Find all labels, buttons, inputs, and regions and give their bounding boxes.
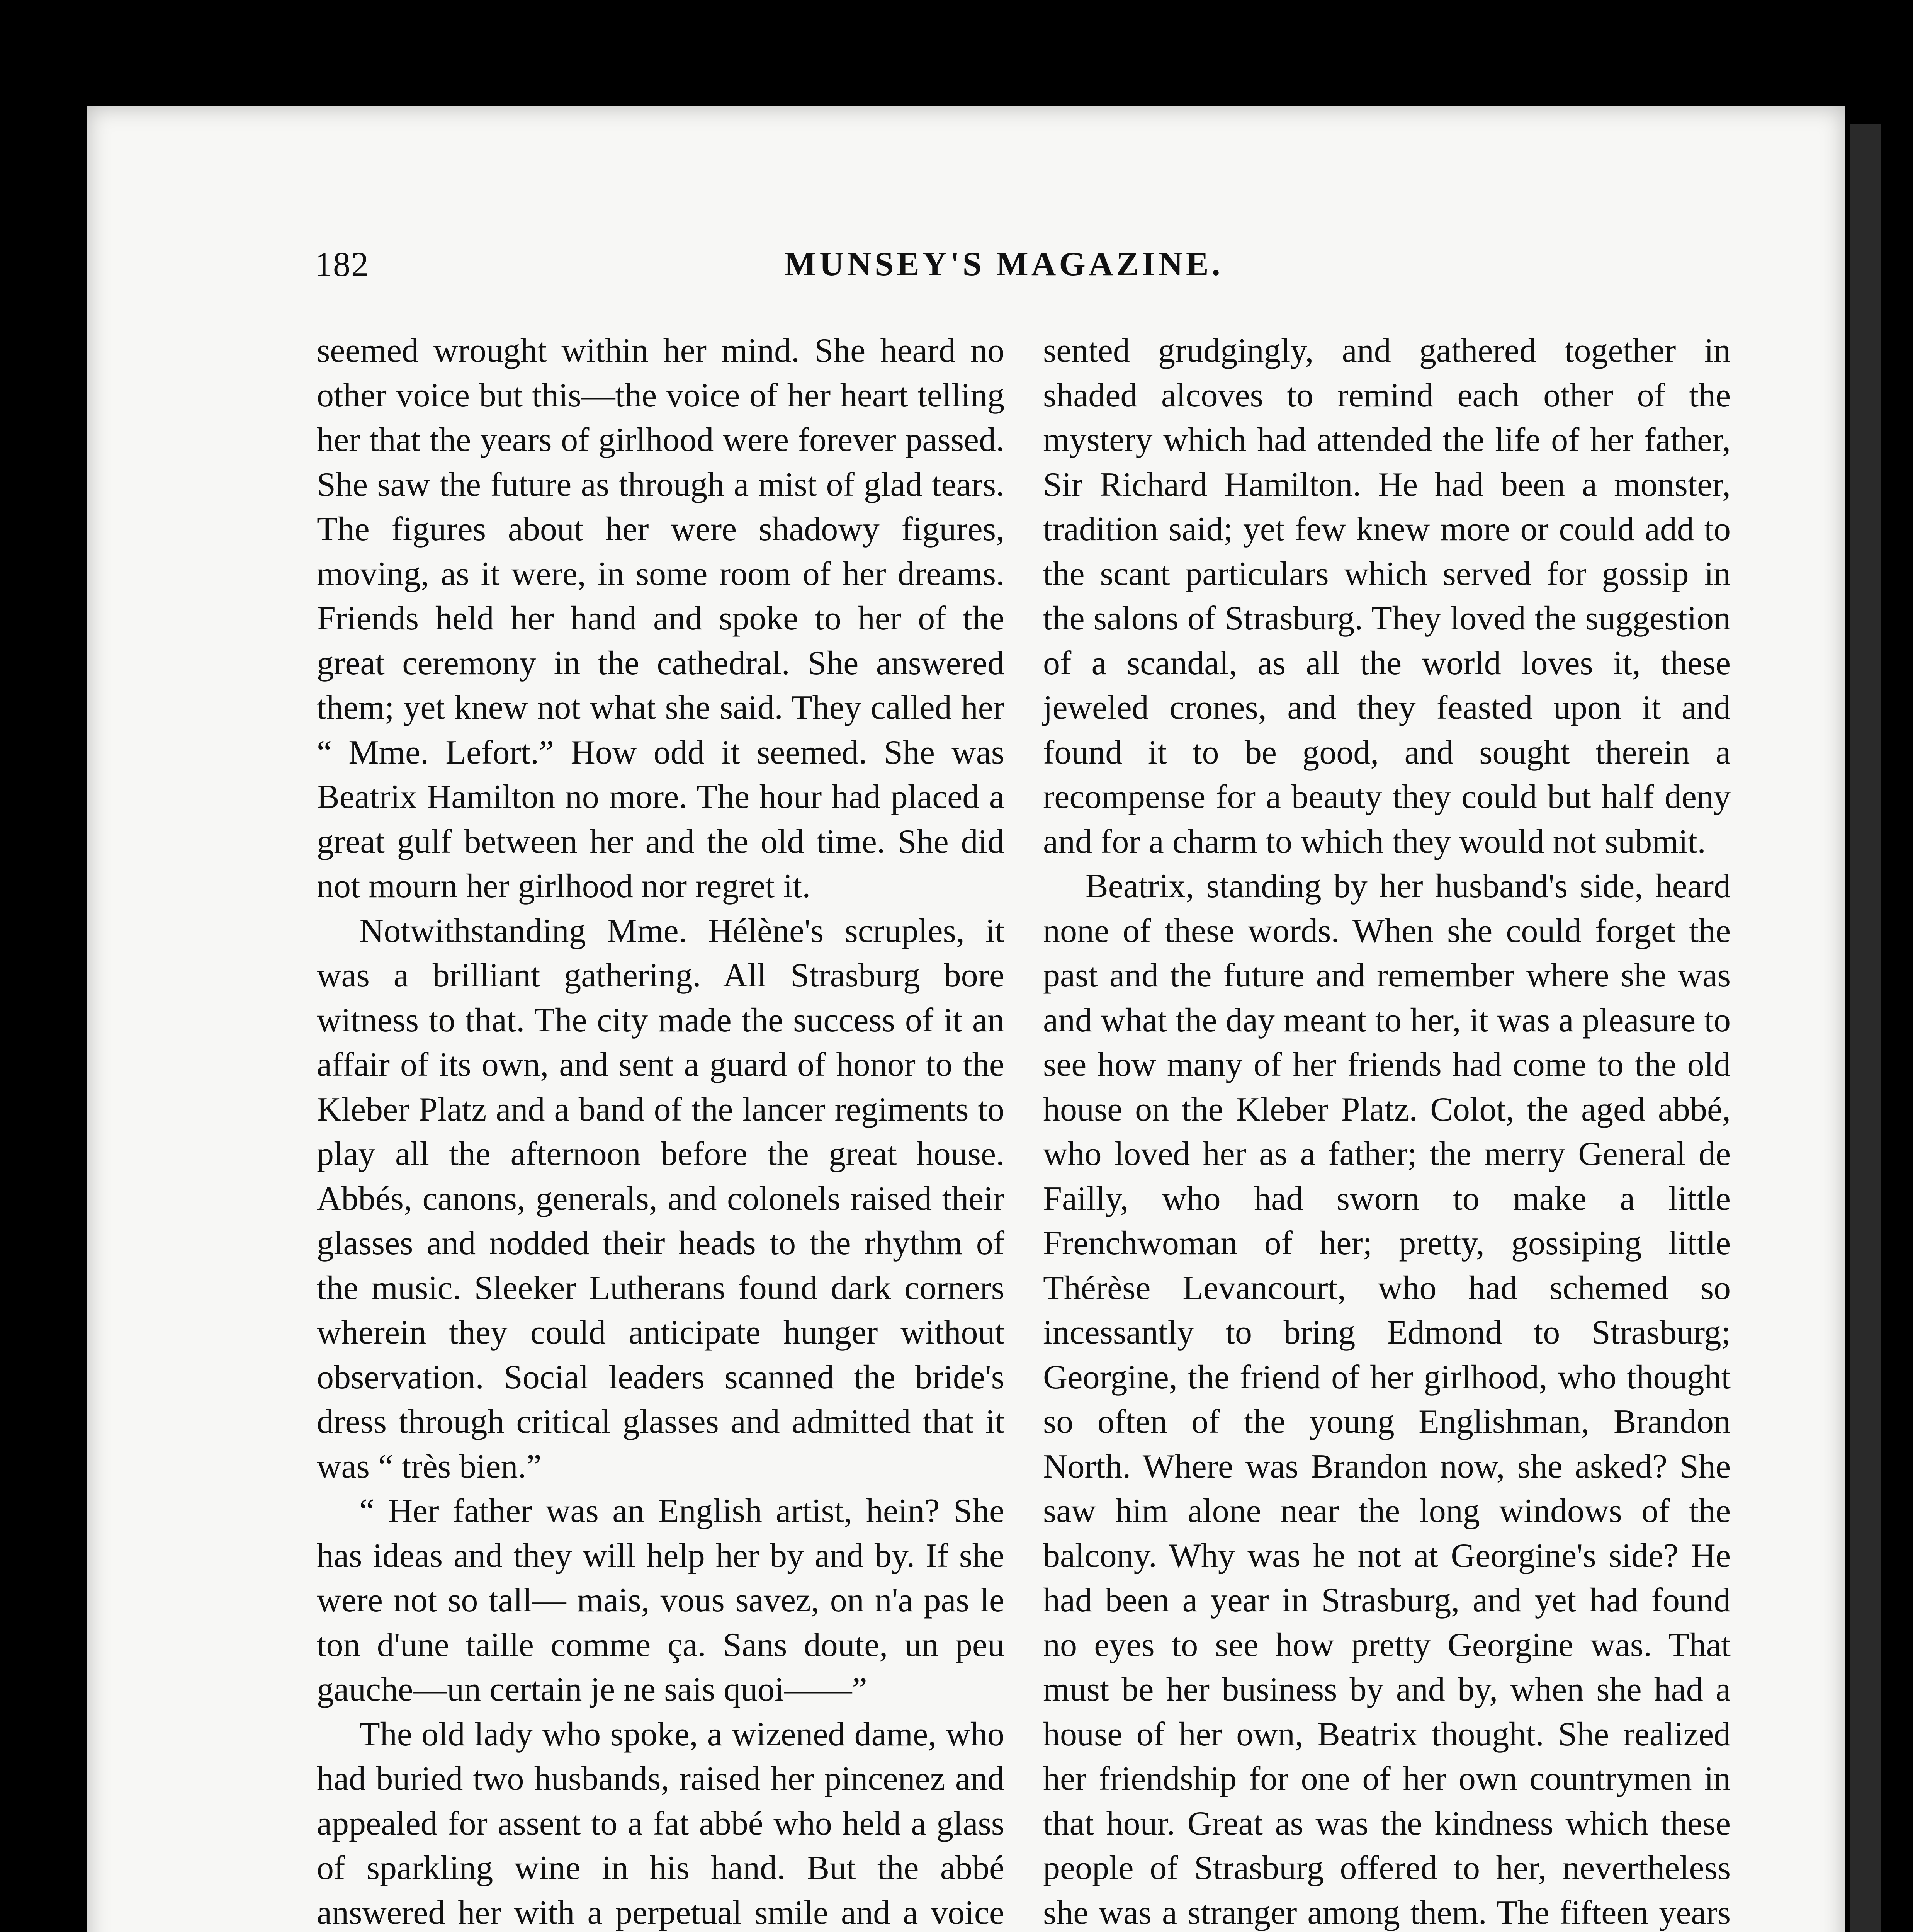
paragraph: “ Her father was an English artist, hein? She has ideas and they will help her by and by. If she were not so tall— mais, vous savez, on n'a pas le ton d'une taille comme ça. Sans doute, un peu gauche—un certain je ne sais quoi——”: [317, 1492, 1004, 1708]
text-column-right: [1043, 328, 1731, 1932]
text-column-left: [317, 328, 1004, 1932]
paragraph: The old lady who spoke, a wizened dame, who had buried two husbands, raised her pincenez and appealed for assent to a fat abbé who held a glass of sparkling wine in his hand. But the abbé answered her with a perpetual smile and a voice: [317, 1715, 1004, 1932]
running-head: MUNSEY'S MAGAZINE.: [784, 245, 1223, 283]
paragraph: Beatrix, standing by her husband's side, heard none of these words. When she could forget the past and the future and remember where she was and what the day meant to her, it was a pleasure to see how many of her friends had come to the old house on the Kleber Platz. Colot, the aged abbé, who loved her as a father; the merry General de Failly, who had sworn to make a little Frenchwoman of her; pretty, gossiping little Thérèse Levancourt, who had schemed so incessantly to bring Edmond to Strasburg; Georgine, the friend of her girlhood, who thought so often of the young Englishman, Brandon North. Where was Brandon now, she asked? She saw him alone near the long windows of the balcony. Why was he not at Georgine's side? He had been a year in Strasburg, and yet had found no eyes to see how pretty Georgine was. That must be her business by and by, when she had a house of her own, Beatrix thought. She realized her friendship for one of her own countrymen in that hour. Great as was the kindness which these people of Strasburg offered to her, nevertheless she was a stranger among them. The fifteen years: [1043, 867, 1731, 1932]
paragraph: Notwithstanding Mme. Hélène's scruples, it was a brilliant gathering. All Strasburg bore witness to that. The city made the success of it an affair of its own, and sent a guard of honor to the Kleber Platz and a band of the lancer regiments to play all the afternoon before the great house. Abbés, canons, generals, and colonels raised their glasses and nodded their heads to the rhythm of the music. Sleeker Lutherans found dark corners wherein they could anticipate hunger without observation. Social leaders scanned the bride's dress through critical glasses and admitted that it was “ très bien.”: [317, 912, 1004, 1485]
page-number: 182: [315, 245, 369, 284]
paragraph: sented grudgingly, and gathered together in shaded alcoves to remind each other of the mystery which had attended the life of her father, Sir Richard Hamilton. He had been a monster, tradition said; yet few knew more or could add to the scant particulars which served for gossip in the salons of Strasburg. They loved the suggestion of a scandal, as all the world loves it, these jeweled crones, and they feasted upon it and found it to be good, and sought therein a recompense for a beauty they could but half deny and for a charm to which they would not submit.: [1043, 332, 1731, 861]
adjacent-page-edge: [1850, 124, 1881, 1932]
paragraph: seemed wrought within her mind. She heard no other voice but this—the voice of her heart telling her that the years of girlhood were forever passed. She saw the future as through a mist of glad tears. The figures about her were shadowy figures, moving, as it were, in some room of her dreams. Friends held her hand and spoke to her of the great ceremony in the cathedral. She answered them; yet knew not what she said. They called her “ Mme. Lefort.” How odd it seemed. She was Beatrix Hamilton no more. The hour had placed a great gulf between her and the old time. She did not mourn her girlhood nor regret it.: [317, 332, 1004, 905]
